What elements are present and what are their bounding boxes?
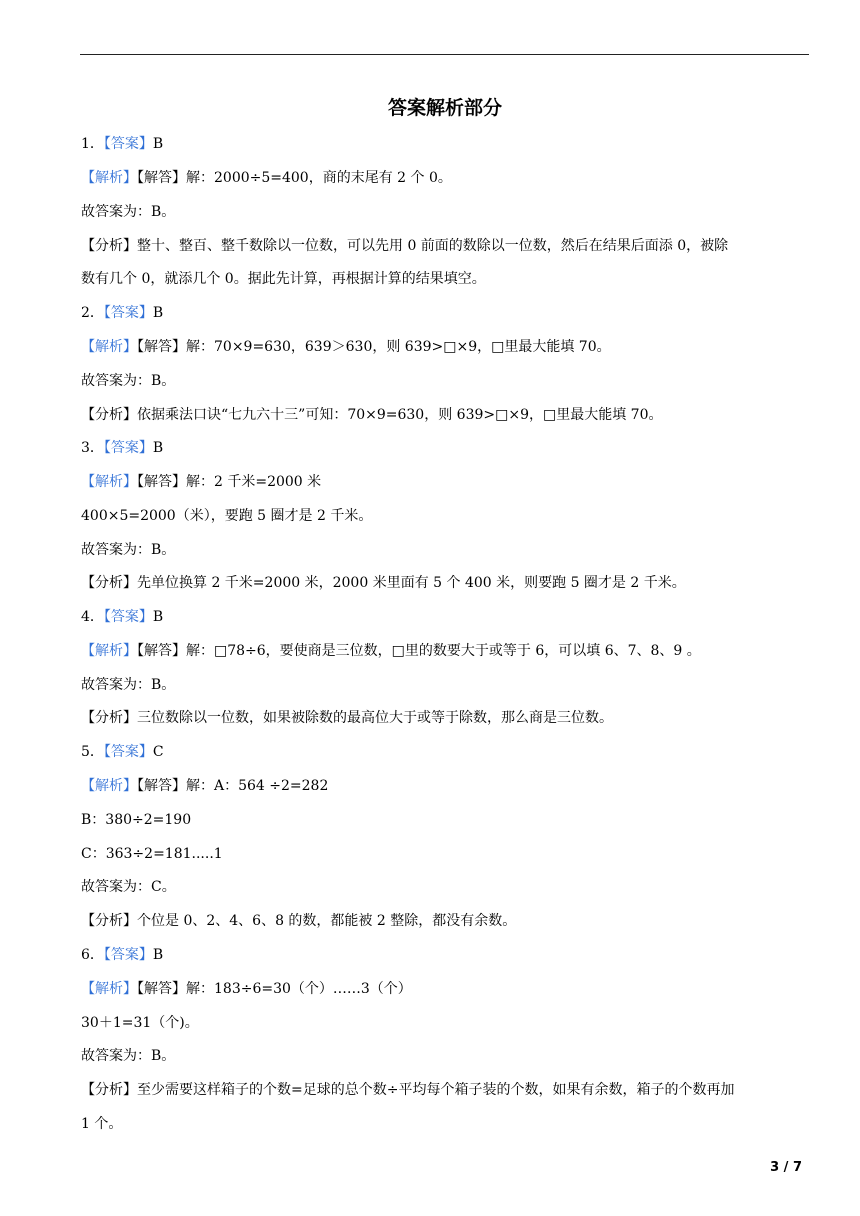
answer-label: 【答案】 bbox=[103, 947, 153, 963]
q5-analysis: 个位是 0、2、4、6、8 的数，都能被 2 整除，都没有余数。 bbox=[137, 913, 517, 929]
solution-label: 【解答】 bbox=[137, 170, 186, 186]
q1-solution-line bbox=[81, 168, 813, 188]
page-title: 答案解析部分 bbox=[387, 97, 502, 119]
q6-conclusion: 故答案为：B。 bbox=[81, 1048, 176, 1064]
q3-conclusion: 故答案为：B。 bbox=[81, 542, 176, 558]
q1-conclusion: 故答案为：B。 bbox=[81, 204, 176, 220]
q6-solution: 解：183÷6=30（个）……3（个） bbox=[186, 981, 412, 997]
solution-label: 【解答】 bbox=[137, 339, 186, 355]
q2-answer-line bbox=[81, 303, 813, 323]
answer-label: 【答案】 bbox=[103, 440, 153, 456]
q2-conclusion: 故答案为：B。 bbox=[81, 373, 176, 389]
analysis-label: 【解析】 bbox=[81, 474, 137, 490]
fenxi-label: 【分析】 bbox=[81, 1082, 137, 1098]
answer-label: 【答案】 bbox=[103, 744, 153, 760]
q3-solution: 解：2 千米=2000 米 bbox=[186, 474, 322, 490]
q4-number: 4． bbox=[81, 609, 104, 625]
q4-answer-line bbox=[81, 607, 813, 627]
q5-solution-line bbox=[81, 776, 813, 796]
q6-answer-line bbox=[81, 945, 813, 965]
analysis-label: 【解析】 bbox=[81, 170, 137, 186]
q5-conclusion: 故答案为：C。 bbox=[81, 879, 176, 895]
q1-analysis-line-1 bbox=[81, 236, 813, 256]
q5-solution: 解：A：564 ÷2=282 bbox=[186, 778, 329, 794]
analysis-label: 【解析】 bbox=[81, 339, 137, 355]
fenxi-label: 【分析】 bbox=[81, 407, 137, 423]
q1-number: 1． bbox=[81, 136, 104, 152]
q4-solution-line bbox=[81, 641, 813, 661]
q5-analysis-line bbox=[81, 911, 813, 931]
solution-label: 【解答】 bbox=[137, 981, 186, 997]
analysis-label: 【解析】 bbox=[81, 643, 137, 659]
q3-number: 3． bbox=[81, 440, 104, 456]
fenxi-label: 【分析】 bbox=[81, 710, 137, 726]
q5-line-b: B：380÷2=190 bbox=[81, 812, 192, 828]
q3-answer: B bbox=[152, 440, 164, 456]
q6-number: 6． bbox=[81, 947, 104, 963]
q4-analysis: 三位数除以一位数，如果被除数的最高位大于或等于除数，那么商是三位数。 bbox=[137, 710, 613, 726]
q6-solution-line bbox=[81, 979, 813, 999]
q3-answer-line bbox=[81, 438, 813, 458]
q6-analysis-line-2: 1 个。 bbox=[81, 1116, 123, 1132]
q1-analysis-line-2: 数有几个 0，就添几个 0。据此先计算，再根据计算的结果填空。 bbox=[81, 271, 486, 287]
fenxi-label: 【分析】 bbox=[81, 238, 137, 254]
q5-answer-line bbox=[81, 742, 813, 762]
q2-answer: B bbox=[152, 305, 164, 321]
q4-conclusion: 故答案为：B。 bbox=[81, 677, 176, 693]
q5-line-c: C：363÷2=181.....1 bbox=[81, 846, 223, 862]
q2-solution-line bbox=[81, 337, 813, 357]
answer-label: 【答案】 bbox=[103, 609, 153, 625]
q1-solution: 解：2000÷5=400，商的末尾有 2 个 0。 bbox=[186, 170, 452, 186]
q3-solution-line-2: 400×5=2000（米），要跑 5 圈才是 2 千米。 bbox=[81, 508, 373, 524]
q2-analysis: 依据乘法口诀“七九六十三”可知：70×9=630，则 639>□×9，□里最大能填 70。 bbox=[137, 407, 663, 423]
analysis-label: 【解析】 bbox=[81, 778, 137, 794]
q1-analysis-1: 整十、整百、整千数除以一位数，可以先用 0 前面的数除以一位数，然后在结果后面添 0，被除 bbox=[137, 238, 729, 254]
page-number: 3 / 7 bbox=[770, 1160, 802, 1175]
analysis-label: 【解析】 bbox=[81, 981, 137, 997]
q6-analysis-line-1 bbox=[81, 1080, 813, 1100]
q6-solution-line-2: 30＋1=31（个)。 bbox=[81, 1015, 199, 1031]
header-rule bbox=[80, 54, 809, 55]
solution-label: 【解答】 bbox=[137, 474, 186, 490]
fenxi-label: 【分析】 bbox=[81, 575, 137, 591]
answer-label: 【答案】 bbox=[103, 136, 153, 152]
q1-answer: B bbox=[152, 136, 164, 152]
solution-label: 【解答】 bbox=[137, 778, 186, 794]
answer-label: 【答案】 bbox=[103, 305, 153, 321]
q6-answer: B bbox=[152, 947, 164, 963]
q2-solution: 解：70×9=630，639＞630，则 639>□×9，□里最大能填 70。 bbox=[186, 339, 611, 355]
q2-analysis-line bbox=[81, 405, 813, 425]
q1-answer-line bbox=[81, 134, 813, 154]
q2-number: 2． bbox=[81, 305, 104, 321]
q5-number: 5． bbox=[81, 744, 104, 760]
solution-label: 【解答】 bbox=[137, 643, 186, 659]
q4-answer: B bbox=[152, 609, 164, 625]
fenxi-label: 【分析】 bbox=[81, 913, 137, 929]
q3-analysis-line bbox=[81, 573, 813, 593]
q4-analysis-line bbox=[81, 708, 813, 728]
q5-answer: C bbox=[152, 744, 164, 760]
q3-analysis: 先单位换算 2 千米=2000 米，2000 米里面有 5 个 400 米，则要跑 5 圈才是 2 千米。 bbox=[137, 575, 686, 591]
q6-analysis-1: 至少需要这样箱子的个数=足球的总个数÷平均每个箱子装的个数，如果有余数，箱子的个数再加 bbox=[137, 1082, 735, 1098]
q4-solution: 解：□78÷6，要使商是三位数，□里的数要大于或等于 6，可以填 6、7、8、9 。 bbox=[186, 643, 701, 659]
q3-solution-line bbox=[81, 472, 813, 492]
